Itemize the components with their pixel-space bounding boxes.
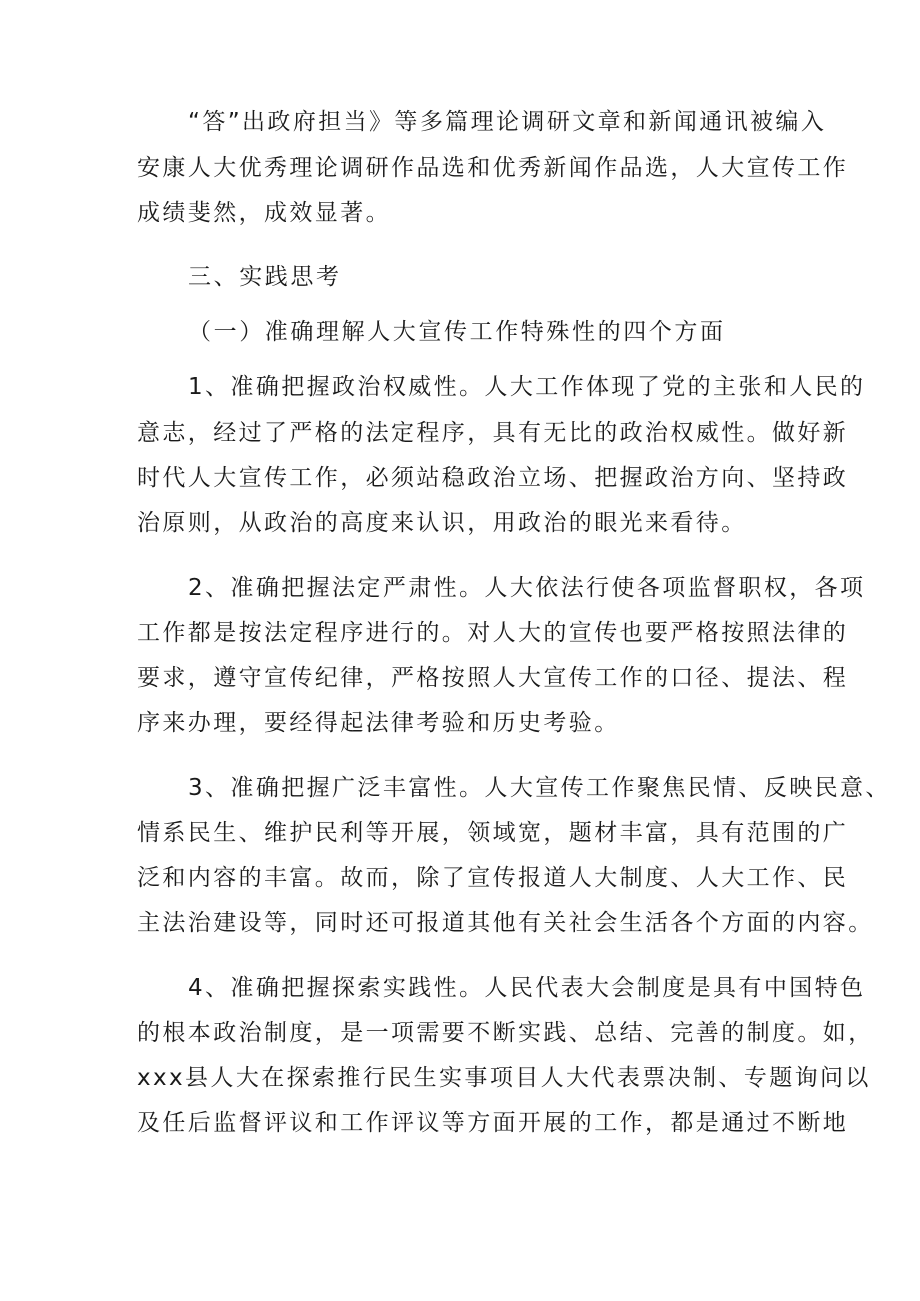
paragraph-line: 要求，遵守宣传纪律，严格按照人大宣传工作的口径、提法、程 <box>137 665 849 691</box>
paragraph-line: 工作都是按法定程序进行的。对人大的宣传也要严格按照法律的 <box>137 620 849 646</box>
paragraph-line: 情系民生、维护民利等开展，领域宽，题材丰富，具有范围的广 <box>137 820 849 846</box>
paragraph-line: 安康人大优秀理论调研作品选和优秀新闻作品选，人大宣传工作 <box>137 155 849 181</box>
paragraph-line: 4、准确把握探索实践性。人民代表大会制度是具有中国特色 <box>188 975 866 1001</box>
paragraph-line: 泛和内容的丰富。故而，除了宣传报道人大制度、人大工作、民 <box>137 865 849 891</box>
paragraph-line: 主法治建设等，同时还可报道其他有关社会生活各个方面的内容。 <box>137 910 874 936</box>
paragraph-line: xxx县人大在探索推行民生实事项目人大代表票决制、专题询问以 <box>137 1065 871 1091</box>
paragraph-line: 治原则，从政治的高度来认识，用政治的眼光来看待。 <box>137 510 747 536</box>
paragraph-line: 及任后监督评议和工作评议等方面开展的工作，都是通过不断地 <box>137 1110 849 1136</box>
section-heading: 三、实践思考 <box>188 264 342 290</box>
subsection-heading: （一）准确理解人大宣传工作特殊性的四个方面 <box>188 319 726 345</box>
paragraph-line: 的根本政治制度，是一项需要不断实践、总结、完善的制度。如， <box>137 1020 874 1046</box>
paragraph-line: “答”出政府担当》等多篇理论调研文章和新闻通讯被编入 <box>188 109 827 135</box>
paragraph-line: 序来办理，要经得起法律考验和历史考验。 <box>137 710 620 736</box>
paragraph-line: 2、准确把握法定严肃性。人大依法行使各项监督职权，各项 <box>188 575 866 601</box>
paragraph-line: 1、准确把握政治权威性。人大工作体现了党的主张和人民的 <box>188 374 866 400</box>
paragraph-line: 意志，经过了严格的法定程序，具有无比的政治权威性。做好新 <box>137 420 849 446</box>
paragraph-line: 成绩斐然，成效显著。 <box>137 200 391 226</box>
paragraph-line: 3、准确把握广泛丰富性。人大宣传工作聚焦民情、反映民意、 <box>188 775 891 801</box>
paragraph-line: 时代人大宣传工作，必须站稳政治立场、把握政治方向、坚持政 <box>137 465 849 491</box>
